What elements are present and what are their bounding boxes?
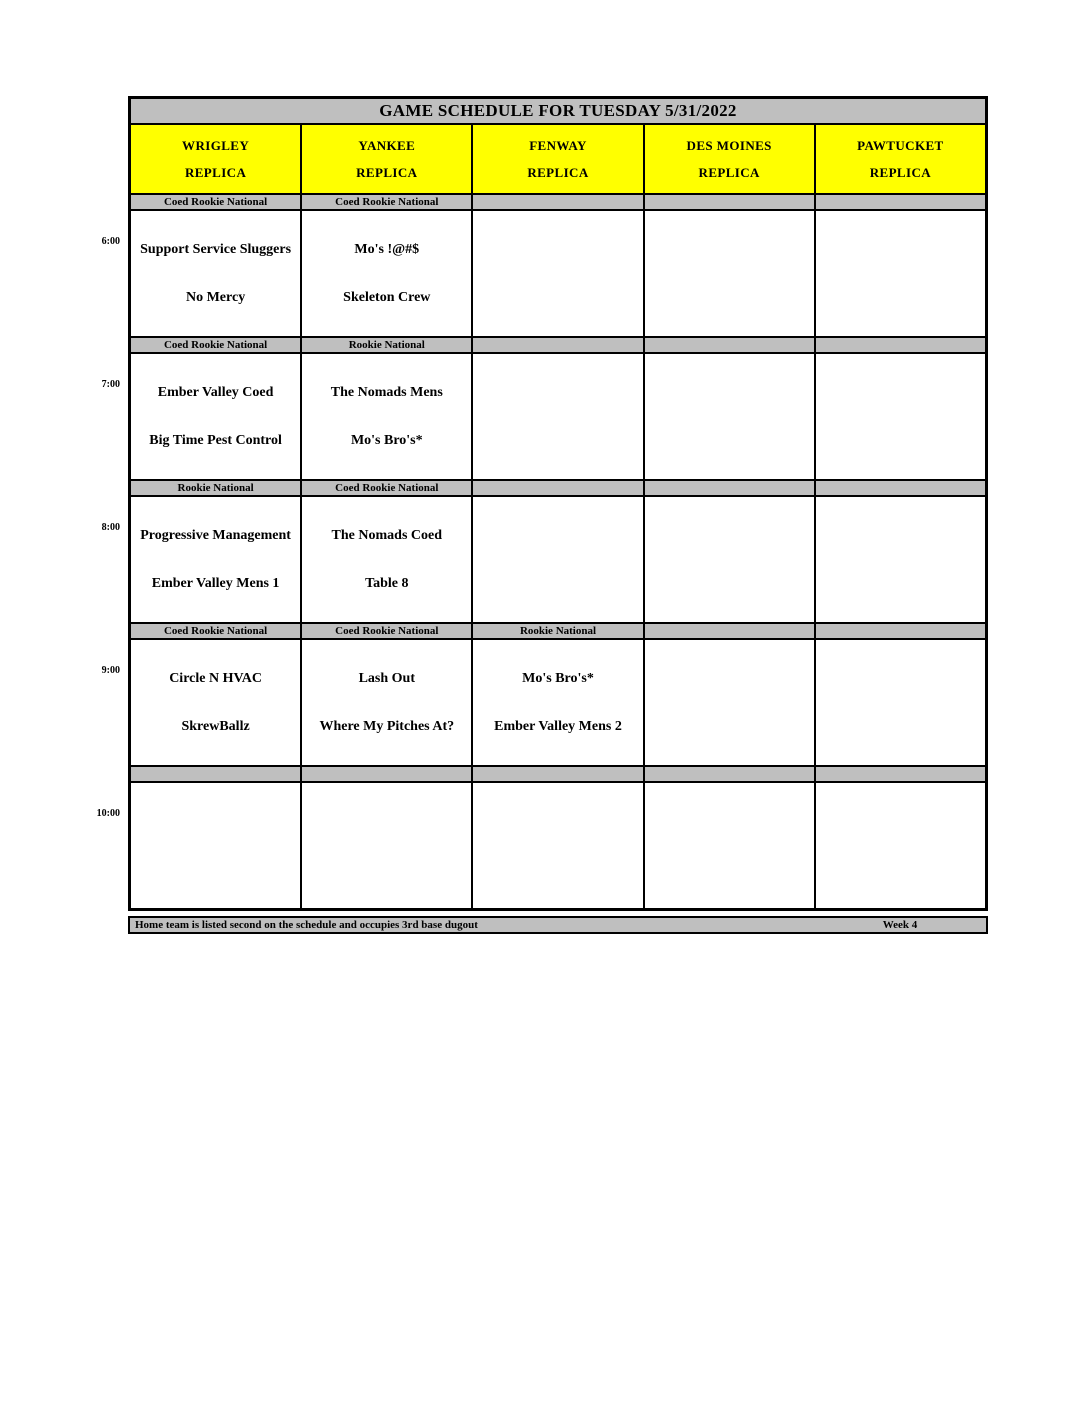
league-band: Coed Rookie National bbox=[301, 623, 472, 639]
home-team: No Mercy bbox=[185, 290, 246, 306]
league-band bbox=[644, 766, 815, 782]
game-cell bbox=[815, 496, 986, 623]
field-name: YANKEE bbox=[358, 137, 416, 153]
league-band bbox=[472, 480, 643, 496]
away-team: Lash Out bbox=[358, 670, 415, 686]
league-band bbox=[815, 623, 986, 639]
game-cell bbox=[815, 782, 986, 909]
league-band bbox=[644, 480, 815, 496]
away-team: Mo's !@#$ bbox=[354, 241, 420, 257]
game-cell bbox=[130, 210, 301, 337]
league-band: Coed Rookie National bbox=[130, 194, 301, 210]
league-band: Coed Rookie National bbox=[301, 194, 472, 210]
away-team: Mo's Bro's* bbox=[522, 670, 594, 686]
away-team: Circle N HVAC bbox=[169, 670, 262, 686]
field-header-yankee bbox=[301, 124, 472, 194]
game-cell bbox=[472, 496, 643, 623]
away-team: Progressive Management bbox=[140, 527, 291, 543]
game-cell bbox=[130, 639, 301, 766]
field-header-wrigley bbox=[130, 124, 301, 194]
time-label-9: 9:00 bbox=[101, 665, 120, 676]
field-name: DES MOINES bbox=[686, 137, 772, 153]
league-band bbox=[472, 194, 643, 210]
field-subname: REPLICA bbox=[698, 164, 760, 180]
home-team: Ember Valley Mens 1 bbox=[151, 576, 280, 592]
game-cell bbox=[815, 639, 986, 766]
away-team: The Nomads Coed bbox=[331, 527, 443, 543]
footer-note: Home team is listed second on the schedule and occupies 3rd base dugout bbox=[135, 919, 478, 931]
game-cell bbox=[472, 639, 643, 766]
game-cell bbox=[301, 496, 472, 623]
home-team: Ember Valley Mens 2 bbox=[494, 719, 622, 735]
footer-bar bbox=[128, 916, 988, 934]
game-cell bbox=[130, 353, 301, 480]
league-band bbox=[472, 337, 643, 353]
field-subname: REPLICA bbox=[184, 164, 247, 180]
league-band: Rookie National bbox=[130, 480, 301, 496]
game-cell bbox=[644, 639, 815, 766]
league-band bbox=[815, 194, 986, 210]
home-team: Where My Pitches At? bbox=[319, 719, 455, 735]
field-subname: REPLICA bbox=[356, 164, 418, 180]
home-team: Mo's Bro's* bbox=[350, 433, 423, 449]
league-band bbox=[130, 766, 301, 782]
league-band bbox=[815, 480, 986, 496]
home-team: Big Time Pest Control bbox=[149, 433, 282, 449]
away-team: The Nomads Mens bbox=[330, 384, 443, 400]
game-cell bbox=[644, 353, 815, 480]
game-cell bbox=[130, 496, 301, 623]
league-band bbox=[301, 766, 472, 782]
league-band bbox=[472, 766, 643, 782]
game-cell bbox=[301, 210, 472, 337]
game-cell bbox=[644, 496, 815, 623]
field-name: PAWTUCKET bbox=[857, 137, 944, 153]
game-cell bbox=[301, 782, 472, 909]
field-subname: REPLICA bbox=[869, 164, 932, 180]
game-cell bbox=[472, 353, 643, 480]
away-team: Support Service Sluggers bbox=[140, 241, 292, 257]
league-band: Rookie National bbox=[301, 337, 472, 353]
home-team: SkrewBallz bbox=[181, 719, 250, 735]
field-header-pawtucket bbox=[815, 124, 986, 194]
time-label-6: 6:00 bbox=[101, 236, 120, 247]
field-header-fenway bbox=[472, 124, 643, 194]
away-team: Ember Valley Coed bbox=[157, 384, 274, 400]
league-band bbox=[644, 623, 815, 639]
league-band: Coed Rookie National bbox=[130, 623, 301, 639]
game-cell bbox=[815, 353, 986, 480]
week-label: Week 4 bbox=[882, 919, 918, 931]
league-band bbox=[815, 337, 986, 353]
time-label-8: 8:00 bbox=[101, 522, 120, 533]
field-subname: REPLICA bbox=[527, 164, 589, 180]
schedule-title: GAME SCHEDULE FOR TUESDAY 5/31/2022 bbox=[130, 98, 986, 124]
home-team: Skeleton Crew bbox=[343, 290, 431, 306]
time-label-7: 7:00 bbox=[101, 379, 120, 390]
game-cell bbox=[644, 210, 815, 337]
schedule-table bbox=[128, 96, 988, 934]
time-label-10: 10:00 bbox=[96, 808, 120, 819]
field-name: FENWAY bbox=[529, 137, 587, 153]
league-band: Coed Rookie National bbox=[130, 337, 301, 353]
league-band bbox=[815, 766, 986, 782]
game-cell bbox=[644, 782, 815, 909]
schedule-grid bbox=[128, 96, 988, 911]
field-name: WRIGLEY bbox=[182, 137, 250, 153]
league-band: Coed Rookie National bbox=[301, 480, 472, 496]
league-band: Rookie National bbox=[472, 623, 643, 639]
home-team: Table 8 bbox=[365, 576, 409, 592]
game-cell bbox=[472, 782, 643, 909]
league-band bbox=[644, 194, 815, 210]
game-cell bbox=[301, 353, 472, 480]
game-cell bbox=[301, 639, 472, 766]
game-cell bbox=[472, 210, 643, 337]
league-band bbox=[644, 337, 815, 353]
game-cell bbox=[130, 782, 301, 909]
game-cell bbox=[815, 210, 986, 337]
field-header-des-moines bbox=[644, 124, 815, 194]
